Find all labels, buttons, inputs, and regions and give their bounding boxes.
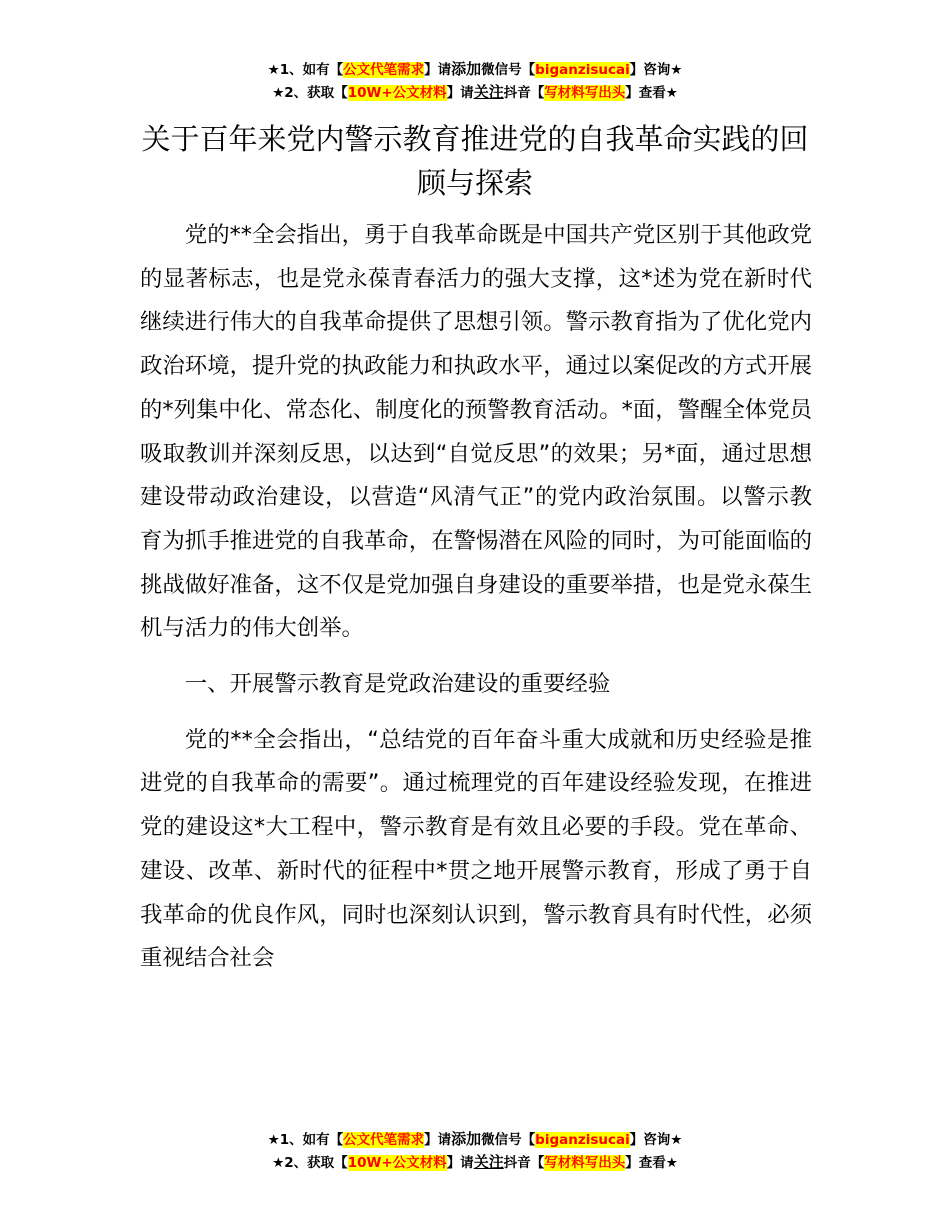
paragraph-body: 党的**全会指出，“总结党的百年奋斗重大成就和历史经验是推进党的自我革命的需要”。通过梳理党的百年建设经验发现，在推进党的建设这*大工程中，警示教育是有效且必要的手段。党在革命、建设、改革、新时代的征程中*贯之地开展警示教育，形成了勇于自我革命的优良作风，同时也深刻认识到，警示教育具有时代性，必须重视结合社会: [140, 726, 812, 972]
banner-text: ★1、如有【: [267, 62, 344, 78]
highlight-douyin-account: 写材料写出头: [544, 1155, 626, 1171]
banner-text: 】请: [446, 1155, 474, 1171]
section-heading: 一、开展警示教育是党政治建设的重要经验: [184, 671, 611, 698]
banner-text: 】查看★: [625, 1155, 678, 1171]
banner-line-2: [0, 1151, 950, 1174]
banner-emphasis: 关注: [473, 1153, 504, 1171]
paragraph-intro: 党的**全会指出，勇于自我革命既是中国共产党区别于其他政党的显著标志，也是党永葆青春活力的强大支撑，这*述为党在新时代继续进行伟大的自我革命提供了思想引领。警示教育指为了优化党内政治环境，提升党的执政能力和执政水平，通过以案促改的方式开展的*列集中化、常态化、制度化的预警教育活动。*面，警醒全体党员吸取教训并深刻反思，以达到“自觉反思”的效果；另*面，通过思想建设带动政治建设，以营造“风清气正”的党内政治氛围。以警示教育为抓手推进党的自我革命，在警惕潜在风险的同时，为可能面临的挑战做好准备，这不仅是党加强自身建设的重要举措，也是党永葆生机与活力的伟大创举。: [140, 222, 812, 642]
banner-line-1: [0, 58, 950, 81]
banner-emphasis: 关注: [473, 83, 504, 101]
banner-emphasis: 添加: [451, 1130, 482, 1148]
banner-text: 】请: [424, 1132, 452, 1148]
banner-text: 】请: [424, 62, 452, 78]
banner-text: ★2、获取【: [272, 85, 348, 101]
banner-text: 】咨询★: [629, 62, 683, 78]
highlight-materials: 10W+公文材料: [347, 85, 447, 101]
footer-banner: [0, 1128, 950, 1174]
highlight-douyin-account: 写材料写出头: [544, 85, 626, 101]
banner-text: 微信号【: [481, 1132, 536, 1148]
document-title: 关于百年来党内警示教育推进党的自我革命实践的回顾与探索: [141, 122, 809, 200]
banner-text: 抖音【: [503, 85, 545, 101]
banner-text: ★2、获取【: [272, 1155, 348, 1171]
banner-line-1: [0, 1128, 950, 1151]
banner-text: ★1、如有【: [267, 1132, 344, 1148]
banner-line-2: [0, 81, 950, 104]
document-body: [140, 214, 812, 981]
banner-text: 微信号【: [481, 62, 536, 78]
banner-text: 】请: [446, 85, 474, 101]
highlight-service: 公文代笔需求: [343, 1132, 425, 1148]
highlight-materials: 10W+公文材料: [347, 1155, 447, 1171]
highlight-wechat-id: biganzisucai: [535, 62, 630, 78]
banner-text: 】查看★: [625, 85, 678, 101]
highlight-service: 公文代笔需求: [343, 62, 425, 78]
header-banner: [0, 58, 950, 104]
banner-text: 】咨询★: [629, 1132, 683, 1148]
banner-emphasis: 添加: [451, 60, 482, 78]
banner-text: 抖音【: [503, 1155, 545, 1171]
highlight-wechat-id: biganzisucai: [535, 1132, 630, 1148]
